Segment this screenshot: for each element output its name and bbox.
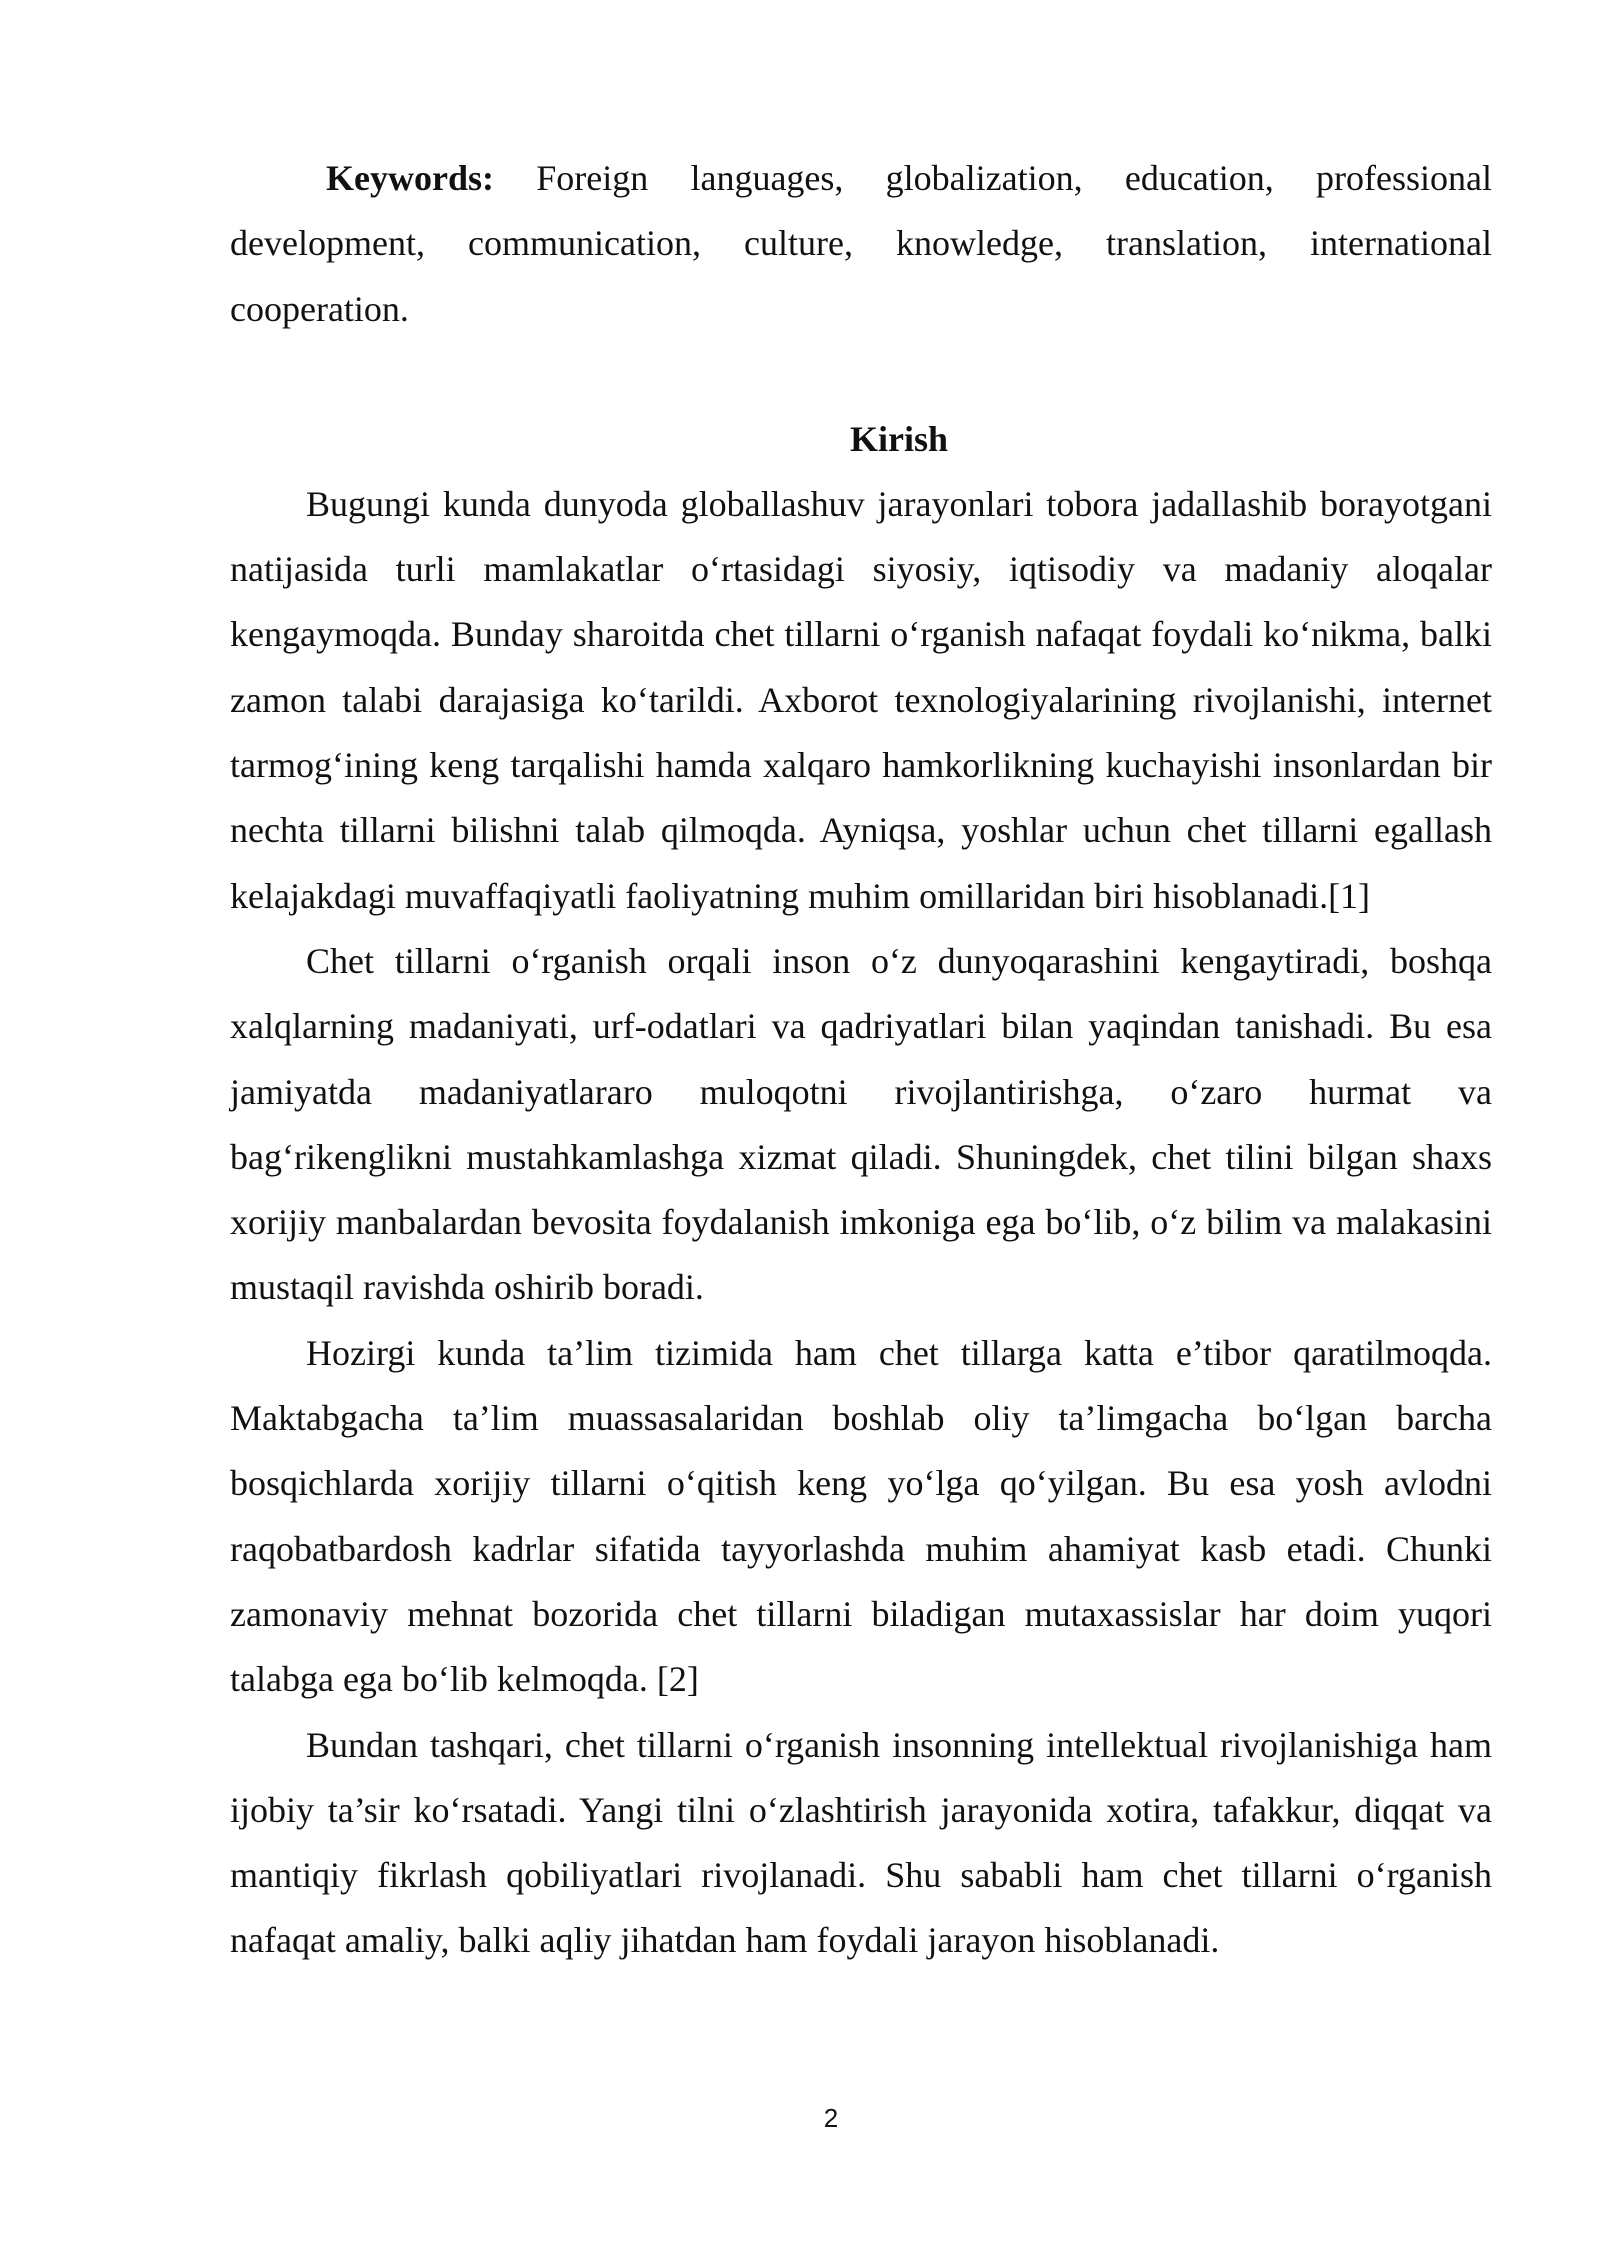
- section-heading: Kirish: [849, 418, 948, 459]
- page-content: [230, 146, 1492, 1974]
- body-paragraph-4: Bundan tashqari, chet tillarni o‘rganish insonning intellektual rivojlanishiga ham ijobiy ta’sir ko‘rsatadi. Yangi tilni o‘zlashtirish jarayonida xotira, tafakkur, diqqat va mantiqiy fikrlash qobiliyatlari rivojlanadi. Shu sababli ham chet tillarni o‘rganish nafaqat amaliy, balki aqliy jihatdan ham foydali jarayon hisoblanadi.: [230, 1724, 1492, 1961]
- spacer: [230, 342, 1492, 407]
- keywords-paragraph: [230, 146, 1492, 342]
- keywords-label: Keywords:: [326, 158, 494, 198]
- page-number: 2: [823, 2103, 839, 2133]
- body-paragraph-3: Hozirgi kunda ta’lim tizimida ham chet tillarga katta e’tibor qaratilmoqda. Maktabgacha ta’lim muassasalaridan boshlab oliy ta’limgacha bo‘lgan barcha bosqichlarda xorijiy tillarni o‘qitish keng yo‘lga qo‘yilgan. Bu esa yosh avlodni raqobatbardosh kadrlar sifatida tayyorlashda muhim ahamiyat kasb etadi. Chunki zamonaviy mehnat bozorida chet tillarni biladigan mutaxassislar har doim yuqori talabga ega bo‘lib kelmoqda. [2]: [230, 1332, 1492, 1700]
- body-paragraph-2: Chet tillarni o‘rganish orqali inson o‘z dunyoqarashini kengaytiradi, boshqa xalqlarning madaniyati, urf-odatlari va qadriyatlari bilan yaqindan tanishadi. Bu esa jamiyatda madaniyatlararo muloqotni rivojlantirishga, o‘zaro hurmat va bag‘rikenglikni mustahkamlashga xizmat qiladi. Shuningdek, chet tilini bilgan shaxs xorijiy manbalardan bevosita foydalanish imkoniga ega bo‘lib, o‘z bilim va malakasini mustaqil ravishda oshirib boradi.: [230, 940, 1492, 1308]
- keywords-text: Foreign languages, globalization, education, professional development, communication, culture, knowledge, translation, international cooperation.: [230, 158, 1492, 329]
- body-paragraph-1: Bugungi kunda dunyoda globallashuv jarayonlari tobora jadallashib borayotgani natijasida turli mamlakatlar o‘rtasidagi siyosiy, iqtisodiy va madaniy aloqalar kengaymoqda. Bunday sharoitda chet tillarni o‘rganish nafaqat foydali ko‘nikma, balki zamon talabi darajasiga ko‘tarildi. Axborot texnologiyalarining rivojlanishi, internet tarmog‘ining keng tarqalishi hamda xalqaro hamkorlikning kuchayishi insonlardan bir nechta tillarni bilishni talab qilmoqda. Ayniqsa, yoshlar uchun chet tillarni egallash kelajakdagi muvaffaqiyatli faoliyatning muhim omillaridan biri hisoblanadi.[1]: [230, 483, 1492, 916]
